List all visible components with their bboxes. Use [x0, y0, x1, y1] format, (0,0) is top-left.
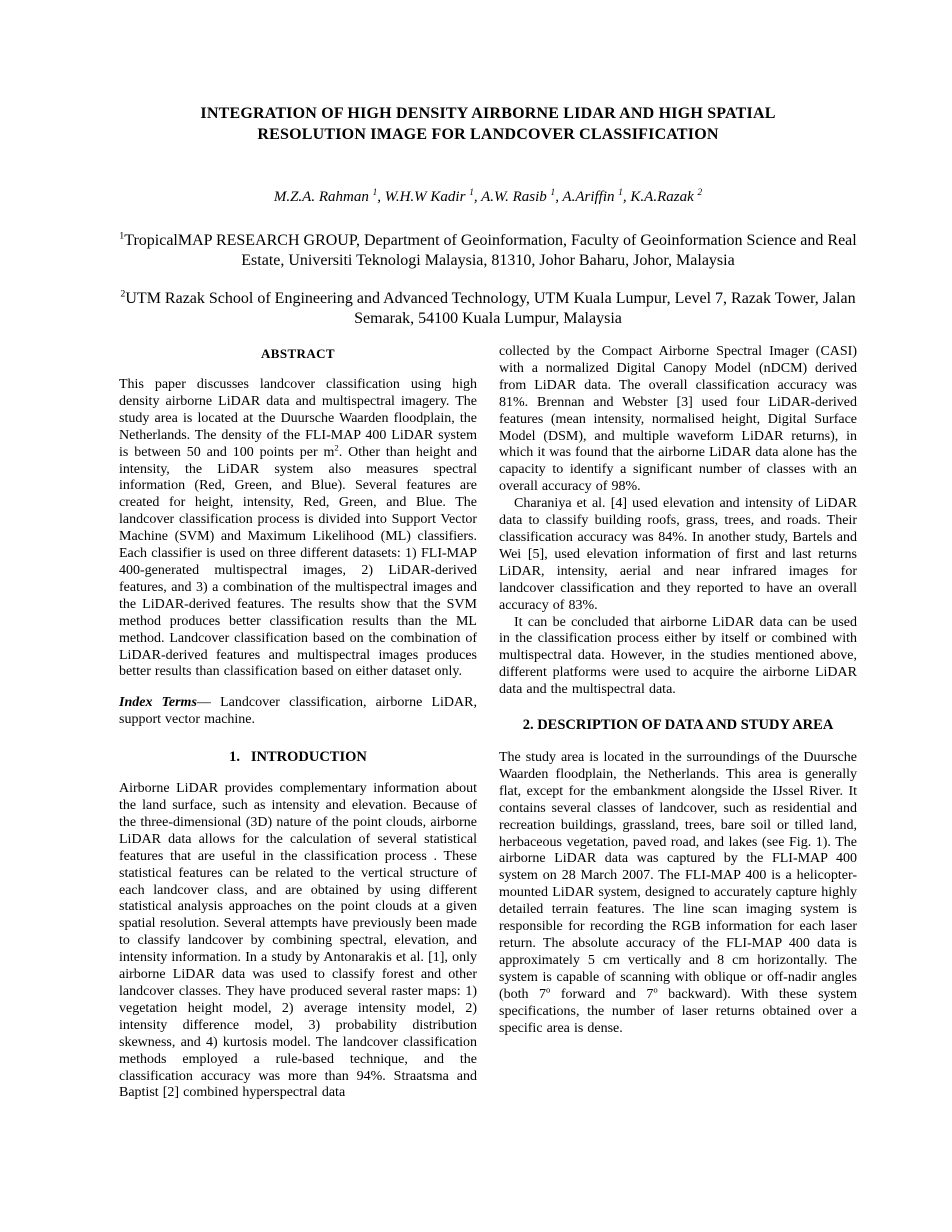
related-work-paragraph-3: It can be concluded that airborne LiDAR data can be used in the classification process either by itself or combined with multispectral data. However, in the studies mentioned above, different platforms were used to acquire the airborne LiDAR data and the multispectral data. [499, 614, 857, 698]
study-area-paragraph: The study area is located in the surroundings of the Duursche Waarden floodplain, the Netherlands. This area is generally flat, except for the embankment alongside the IJssel River. It contains several classes of landcover, such as residential and recreation buildings, grassland, trees, bare soil or tilled land, herbaceous vegetation, paved road, and lakes (see Fig. 1). The airborne LiDAR data was captured by the FLI-MAP 400 system on 28 March 2007. The FLI-MAP 400 is a helicopter-mounted LiDAR system, designed to accurately capture highly detailed terrain features. The line scan imaging system is responsible for recording the RGB information for each laser return. The absolute accuracy of the FLI-MAP 400 data is approximately 5 cm vertically and 8 cm horizontally. The system is capable of scanning with oblique or off-nadir angles (both 7$^o$ forward and 7$^o$ backward). With these system specifications, the number of laser returns obtained over a specific area is dense. [499, 750, 857, 1036]
abstract-paragraph: This paper discusses landcover classification using high density airborne LiDAR data and multispectral imagery. The study area is located at the Duursche Waarden floodplain, the Netherlands. The density of the FLI-MAP 400 LiDAR system is between 50 and 100 points per $m^2$. Other than height and intensity, the LiDAR system also measures spectral information (Red, Green, and Blue). Several features are created for height, intensity, Red, Green, and Blue. The landcover classification process is divided into Support Vector Machine (SVM) and Maximum Likelihood (ML) classifiers. Each classifier is used on three different datasets: 1) FLI-MAP 400-generated multispectral images, 2) LiDAR-derived features, and 3) a combination of the multispectral images and the LiDAR-derived features. The results show that the SVM method produces better classification results than the ML method. Landcover classification based on the combination of LiDAR-derived features and multispectral images produces better results than classification based on either dataset only. [119, 377, 477, 680]
affiliation-2: $^2$UTM Razak School of Engineering and Advanced Technology, UTM Kuala Lumpur, Level 7, Razak Tower, Jalan Semarak, 54100 Kuala Lumpur, Malaysia [120, 288, 856, 327]
related-work-paragraph-2: Charaniya et al. [4] used elevation and intensity of LiDAR data to classify building roofs, grass, trees, and roads. Their classification accuracy was 84%. In another study, Bartels and Wei [5], used elevation information of first and last returns LiDAR, intensity, aerial and near infrared images for landcover classification and they reported to have an overall accuracy of 83%. [499, 496, 857, 613]
affiliation-1: $^1$TropicalMAP RESEARCH GROUP, Department of Geoinformation, Faculty of Geoinformation Science and Real Estate, Universiti Teknologi Malaysia, 81310, Johor Baharu, Johor, Malaysia [119, 230, 857, 269]
index-terms-paragraph: Index Terms— Landcover classification, airborne LiDAR, support vector machine. [119, 695, 477, 728]
paper-title-line-1: INTEGRATION OF HIGH DENSITY AIRBORNE LIDAR AND HIGH SPATIAL [200, 105, 776, 122]
paper-title-line-2: RESOLUTION IMAGE FOR LANDCOVER CLASSIFICATION [257, 126, 719, 143]
section-2-heading: 2. DESCRIPTION OF DATA AND STUDY AREA [522, 717, 834, 734]
left-column [119, 344, 477, 1102]
section-1-heading: 1. INTRODUCTION [229, 749, 367, 766]
right-column [499, 344, 857, 1037]
related-work-paragraph-1: collected by the Compact Airborne Spectral Imager (CASI) with a normalized Digital Canopy Model (nDCM) derived from LiDAR data. The overall classification accuracy was 81%. Brennan and Webster [3] used four LiDAR-derived features (mean intensity, normalised height, Digital Surface Model (DSM), and multiple waveform LiDAR returns), in which it was found that the airborne LiDAR data alone has the capacity to identify a significant number of classes with an overall accuracy of 98%. [499, 344, 857, 495]
introduction-paragraph: Airborne LiDAR provides complementary information about the land surface, such as intensity and elevation. Because of the three-dimensional (3D) nature of the point clouds, airborne LiDAR data allows for the calculation of several statistical features that are useful in the classification process . These statistical features can be related to the vertical structure of each landcover class, and are obtained by using different statistical analysis approaches on the point clouds at a given spatial resolution. Several attempts have previously been made to classify landcover by combining spectral, elevation, and intensity information. In a study by Antonarakis et al. [1], only airborne LiDAR data was used to classify forest and other landcover classes. They have produced several raster maps: 1) vegetation height model, 2) average intensity model, 2) intensity difference model, 3) probability distribution skewness, and 4) kurtosis model. The landcover classification methods employed a rule-based technique, and the classification accuracy was more than 94%. Straatsma and Baptist [2] combined hyperspectral data [119, 781, 477, 1101]
paper-title [119, 103, 857, 145]
author-line: M.Z.A. Rahman $^1$, W.H.W Kadir $^1$, A.W. Rasib $^1$, A.Ariffin $^1$, K.A.Razak $^2$ [273, 188, 703, 205]
abstract-heading: ABSTRACT [261, 346, 335, 361]
